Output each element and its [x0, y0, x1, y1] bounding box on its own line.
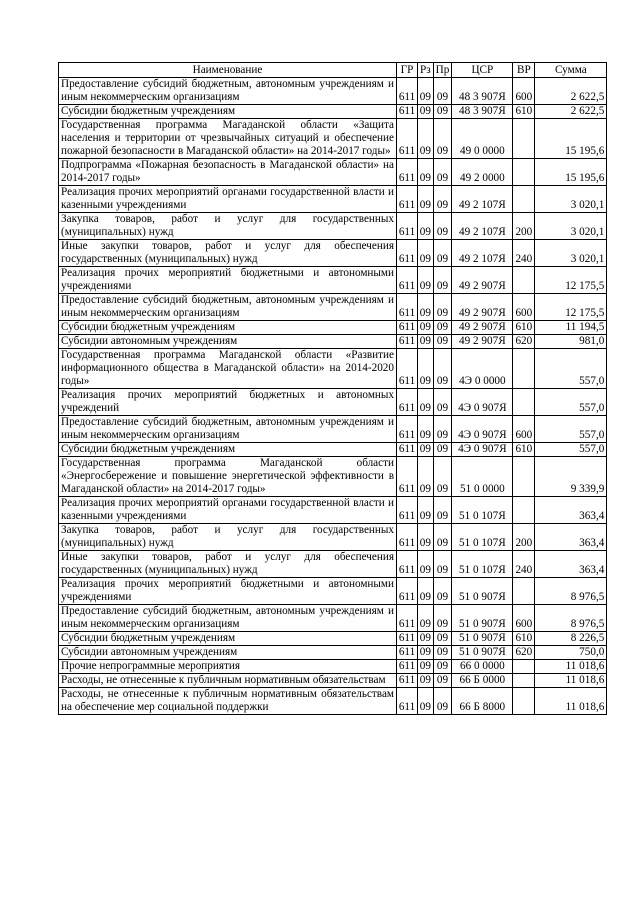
row-rz: 09	[418, 213, 434, 240]
row-sum: 9 339,9	[535, 457, 607, 497]
row-gr: 611	[397, 240, 418, 267]
row-name: Иные закупки товаров, работ и услуг для обеспечения государственных (муниципальных) нужд	[59, 240, 397, 267]
table-row	[59, 605, 607, 632]
row-pr: 09	[433, 416, 452, 443]
row-sum: 11 194,5	[535, 321, 607, 335]
row-pr: 09	[433, 294, 452, 321]
row-pr: 09	[433, 674, 452, 688]
row-rz: 09	[418, 416, 434, 443]
table-row	[59, 497, 607, 524]
table-row	[59, 688, 607, 715]
row-pr: 09	[433, 688, 452, 715]
row-csr: 49 2 907Я	[452, 335, 513, 349]
row-vr	[513, 119, 535, 159]
row-gr: 611	[397, 416, 418, 443]
row-rz: 09	[418, 674, 434, 688]
row-rz: 09	[418, 632, 434, 646]
row-sum: 8 976,5	[535, 605, 607, 632]
table-row	[59, 186, 607, 213]
header-vr: ВР	[513, 63, 535, 78]
row-csr: 49 2 107Я	[452, 240, 513, 267]
row-vr: 200	[513, 524, 535, 551]
row-vr	[513, 578, 535, 605]
row-csr: 51 0 907Я	[452, 578, 513, 605]
row-csr: 4Э 0 907Я	[452, 389, 513, 416]
row-name: Государственная программа Магаданской области «Защита населения и территории от чрезвычайных ситуаций и обеспечение пожарной безопасности в Магаданской области» на 2014-2017 годы»	[59, 119, 397, 159]
row-vr: 600	[513, 78, 535, 105]
row-rz: 09	[418, 294, 434, 321]
row-name: Реализация прочих мероприятий бюджетными и автономными учреждениями	[59, 578, 397, 605]
row-name: Субсидии автономным учреждениям	[59, 335, 397, 349]
table-row	[59, 335, 607, 349]
row-csr: 49 2 107Я	[452, 186, 513, 213]
row-name: Предоставление субсидий бюджетным, автономным учреждениям и иным некоммерческим организациям	[59, 78, 397, 105]
row-csr: 49 2 0000	[452, 159, 513, 186]
row-vr	[513, 457, 535, 497]
row-pr: 09	[433, 321, 452, 335]
row-vr: 620	[513, 646, 535, 660]
row-vr: 600	[513, 605, 535, 632]
table-row	[59, 349, 607, 389]
row-pr: 09	[433, 524, 452, 551]
table-body	[59, 78, 607, 715]
row-csr: 48 3 907Я	[452, 105, 513, 119]
row-name: Расходы, не отнесенные к публичным нормативным обязательствам	[59, 674, 397, 688]
row-vr: 610	[513, 321, 535, 335]
row-rz: 09	[418, 186, 434, 213]
row-gr: 611	[397, 443, 418, 457]
row-name: Реализация прочих мероприятий органами государственной власти и казенными учреждениями	[59, 186, 397, 213]
row-pr: 09	[433, 551, 452, 578]
row-gr: 611	[397, 213, 418, 240]
table-row	[59, 78, 607, 105]
row-csr: 4Э 0 907Я	[452, 416, 513, 443]
row-gr: 611	[397, 497, 418, 524]
row-sum: 8 226,5	[535, 632, 607, 646]
row-name: Реализация прочих мероприятий бюджетными и автономными учреждениями	[59, 267, 397, 294]
row-gr: 611	[397, 524, 418, 551]
row-vr	[513, 186, 535, 213]
row-csr: 51 0 107Я	[452, 524, 513, 551]
table-row	[59, 660, 607, 674]
table-row	[59, 674, 607, 688]
row-sum: 557,0	[535, 349, 607, 389]
row-pr: 09	[433, 186, 452, 213]
row-csr: 51 0 907Я	[452, 605, 513, 632]
row-sum: 11 018,6	[535, 674, 607, 688]
row-vr: 200	[513, 213, 535, 240]
row-pr: 09	[433, 159, 452, 186]
row-csr: 4Э 0 907Я	[452, 443, 513, 457]
row-pr: 09	[433, 240, 452, 267]
table-row	[59, 240, 607, 267]
table-row	[59, 159, 607, 186]
table-row	[59, 524, 607, 551]
row-csr: 51 0 907Я	[452, 632, 513, 646]
header-rz: Рз	[418, 63, 434, 78]
row-pr: 09	[433, 267, 452, 294]
row-name: Предоставление субсидий бюджетным, автономным учреждениям и иным некоммерческим организациям	[59, 294, 397, 321]
row-rz: 09	[418, 335, 434, 349]
row-name: Реализация прочих мероприятий бюджетных и автономных учреждений	[59, 389, 397, 416]
row-name: Субсидии бюджетным учреждениям	[59, 105, 397, 119]
row-name: Прочие непрограммные мероприятия	[59, 660, 397, 674]
table-row	[59, 105, 607, 119]
table-row	[59, 119, 607, 159]
row-csr: 49 2 107Я	[452, 213, 513, 240]
row-sum: 2 622,5	[535, 78, 607, 105]
row-rz: 09	[418, 443, 434, 457]
row-vr	[513, 497, 535, 524]
row-rz: 09	[418, 688, 434, 715]
row-name: Предоставление субсидий бюджетным, автономным учреждениям и иным некоммерческим организациям	[59, 416, 397, 443]
row-vr: 240	[513, 240, 535, 267]
row-vr: 600	[513, 416, 535, 443]
row-pr: 09	[433, 335, 452, 349]
row-sum: 557,0	[535, 389, 607, 416]
row-gr: 611	[397, 105, 418, 119]
row-csr: 51 0 107Я	[452, 497, 513, 524]
row-name: Подпрограмма «Пожарная безопасность в Магаданской области» на 2014-2017 годы»	[59, 159, 397, 186]
budget-table	[58, 62, 607, 715]
row-pr: 09	[433, 646, 452, 660]
row-gr: 611	[397, 389, 418, 416]
row-csr: 66 0 0000	[452, 660, 513, 674]
table-row	[59, 457, 607, 497]
row-name: Государственная программа Магаданской области «Развитие информационного общества в Магаданской области» на 2014-2020 годы»	[59, 349, 397, 389]
row-name: Субсидии бюджетным учреждениям	[59, 443, 397, 457]
row-name: Субсидии бюджетным учреждениям	[59, 632, 397, 646]
row-name: Субсидии бюджетным учреждениям	[59, 321, 397, 335]
row-gr: 611	[397, 321, 418, 335]
row-sum: 557,0	[535, 443, 607, 457]
row-rz: 09	[418, 267, 434, 294]
table-row	[59, 389, 607, 416]
row-rz: 09	[418, 321, 434, 335]
row-csr: 66 Б 8000	[452, 688, 513, 715]
row-pr: 09	[433, 389, 452, 416]
row-vr	[513, 389, 535, 416]
row-csr: 48 3 907Я	[452, 78, 513, 105]
row-vr: 610	[513, 105, 535, 119]
header-name: Наименование	[59, 63, 397, 78]
row-sum: 3 020,1	[535, 240, 607, 267]
row-vr: 610	[513, 632, 535, 646]
table-row	[59, 321, 607, 335]
row-gr: 611	[397, 688, 418, 715]
row-rz: 09	[418, 605, 434, 632]
row-sum: 12 175,5	[535, 294, 607, 321]
row-rz: 09	[418, 105, 434, 119]
row-name: Закупка товаров, работ и услуг для государственных (муниципальных) нужд	[59, 524, 397, 551]
row-vr: 620	[513, 335, 535, 349]
row-sum: 363,4	[535, 497, 607, 524]
row-csr: 51 0 0000	[452, 457, 513, 497]
row-vr	[513, 660, 535, 674]
row-rz: 09	[418, 524, 434, 551]
row-sum: 15 195,6	[535, 159, 607, 186]
table-row	[59, 646, 607, 660]
row-pr: 09	[433, 497, 452, 524]
row-gr: 611	[397, 605, 418, 632]
row-gr: 611	[397, 159, 418, 186]
row-name: Расходы, не отнесенные к публичным нормативным обязательствам на обеспечение мер социальной поддержки	[59, 688, 397, 715]
row-rz: 09	[418, 389, 434, 416]
row-rz: 09	[418, 240, 434, 267]
row-csr: 49 0 0000	[452, 119, 513, 159]
row-sum: 11 018,6	[535, 688, 607, 715]
row-rz: 09	[418, 119, 434, 159]
row-csr: 51 0 907Я	[452, 646, 513, 660]
row-csr: 49 2 907Я	[452, 294, 513, 321]
row-name: Предоставление субсидий бюджетным, автономным учреждениям и иным некоммерческим организациям	[59, 605, 397, 632]
row-sum: 2 622,5	[535, 105, 607, 119]
table-row	[59, 578, 607, 605]
row-pr: 09	[433, 605, 452, 632]
row-vr	[513, 674, 535, 688]
row-pr: 09	[433, 349, 452, 389]
row-vr: 600	[513, 294, 535, 321]
row-vr	[513, 267, 535, 294]
table-row	[59, 416, 607, 443]
row-gr: 611	[397, 457, 418, 497]
table-row	[59, 294, 607, 321]
row-sum: 363,4	[535, 524, 607, 551]
row-vr	[513, 349, 535, 389]
row-name: Государственная программа Магаданской области «Энергосбережение и повышение энергетической эффективности в Магаданской области» на 2014-2017 годы»	[59, 457, 397, 497]
row-sum: 981,0	[535, 335, 607, 349]
row-rz: 09	[418, 349, 434, 389]
row-gr: 611	[397, 578, 418, 605]
row-gr: 611	[397, 335, 418, 349]
row-pr: 09	[433, 78, 452, 105]
table-row	[59, 551, 607, 578]
row-csr: 49 2 907Я	[452, 321, 513, 335]
row-gr: 611	[397, 632, 418, 646]
row-gr: 611	[397, 551, 418, 578]
row-gr: 611	[397, 267, 418, 294]
header-sum: Сумма	[535, 63, 607, 78]
row-vr	[513, 159, 535, 186]
row-rz: 09	[418, 497, 434, 524]
row-pr: 09	[433, 213, 452, 240]
row-pr: 09	[433, 578, 452, 605]
header-gr: ГР	[397, 63, 418, 78]
row-vr: 240	[513, 551, 535, 578]
row-pr: 09	[433, 632, 452, 646]
row-sum: 11 018,6	[535, 660, 607, 674]
row-sum: 8 976,5	[535, 578, 607, 605]
row-gr: 611	[397, 674, 418, 688]
row-vr	[513, 688, 535, 715]
table-row	[59, 267, 607, 294]
row-name: Субсидии автономным учреждениям	[59, 646, 397, 660]
row-sum: 750,0	[535, 646, 607, 660]
header-csr: ЦСР	[452, 63, 513, 78]
row-rz: 09	[418, 578, 434, 605]
row-vr: 610	[513, 443, 535, 457]
row-sum: 3 020,1	[535, 186, 607, 213]
row-pr: 09	[433, 105, 452, 119]
row-rz: 09	[418, 646, 434, 660]
row-gr: 611	[397, 660, 418, 674]
row-gr: 611	[397, 349, 418, 389]
row-gr: 611	[397, 294, 418, 321]
row-gr: 611	[397, 646, 418, 660]
row-gr: 611	[397, 78, 418, 105]
row-csr: 49 2 907Я	[452, 267, 513, 294]
row-sum: 557,0	[535, 416, 607, 443]
row-gr: 611	[397, 186, 418, 213]
row-csr: 66 Б 0000	[452, 674, 513, 688]
row-sum: 15 195,6	[535, 119, 607, 159]
table-row	[59, 443, 607, 457]
table-row	[59, 213, 607, 240]
row-sum: 3 020,1	[535, 213, 607, 240]
row-name: Реализация прочих мероприятий органами государственной власти и казенными учреждениями	[59, 497, 397, 524]
table-header-row	[59, 63, 607, 78]
row-gr: 611	[397, 119, 418, 159]
row-name: Закупка товаров, работ и услуг для государственных (муниципальных) нужд	[59, 213, 397, 240]
row-rz: 09	[418, 660, 434, 674]
row-csr: 4Э 0 0000	[452, 349, 513, 389]
row-sum: 363,4	[535, 551, 607, 578]
row-rz: 09	[418, 457, 434, 497]
row-rz: 09	[418, 159, 434, 186]
header-pr: Пр	[433, 63, 452, 78]
row-pr: 09	[433, 660, 452, 674]
row-sum: 12 175,5	[535, 267, 607, 294]
row-pr: 09	[433, 457, 452, 497]
table-row	[59, 632, 607, 646]
row-rz: 09	[418, 78, 434, 105]
row-pr: 09	[433, 443, 452, 457]
row-pr: 09	[433, 119, 452, 159]
row-csr: 51 0 107Я	[452, 551, 513, 578]
row-name: Иные закупки товаров, работ и услуг для обеспечения государственных (муниципальных) нужд	[59, 551, 397, 578]
row-rz: 09	[418, 551, 434, 578]
